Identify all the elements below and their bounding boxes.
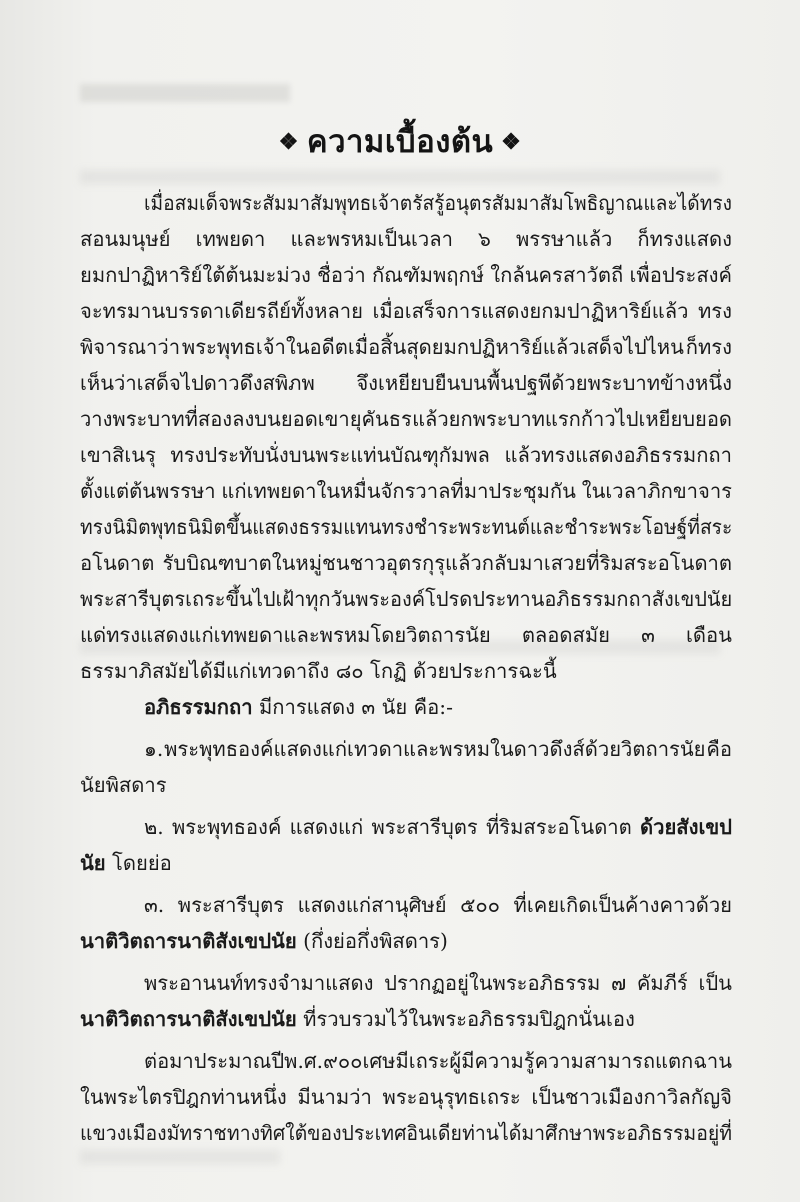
text-segment: ๕๐๐: [460, 893, 500, 917]
text-segment: ๙๐๐: [323, 1049, 363, 1073]
text-segment: ๖: [478, 227, 491, 251]
text-segment: ๒.: [144, 815, 164, 839]
text-segment: พระอานนท์ทรงจำมาแสดง: [144, 971, 374, 995]
text-segment: ชำระพระโอษฐ์ที่สระ: [564, 515, 733, 539]
text-segment: แด่ทรงแสดงแก่เทพยดาและพรหมโดยวิตถารนัย: [80, 623, 491, 647]
text-segment: แสดงธรรมแทน: [252, 515, 382, 539]
text-line: [80, 584, 732, 614]
text-segment: เป็นชาวเมืองกาวิลกัญจิ: [531, 1085, 732, 1109]
text-segment: ชื่อว่า: [317, 263, 366, 287]
text-line: [80, 848, 732, 878]
text-segment: ที่รวบรวมไว้ในพระอภิธรรมปิฎกนั่นเอง: [296, 1007, 635, 1031]
text-segment: เมื่อเสร็จการแสดงยกมปาฏิหาริย์แล้ว: [372, 299, 689, 323]
text-segment: มีการแสดง ๓ นัย คือ:-: [252, 695, 453, 719]
text-segment: สอนมนุษย์: [80, 227, 171, 251]
text-segment: นัยพิสดาร: [80, 773, 167, 797]
bold-term: นาติวิตถารนาติสังเขปนัย: [80, 1007, 297, 1031]
text-segment: ทรงนิมิตพุทธนิมิตขึ้น: [80, 515, 253, 539]
text-line: [144, 812, 732, 842]
text-segment: เทพยดา: [195, 227, 266, 251]
text-segment: พรรษาแล้ว: [515, 227, 613, 251]
text-segment: พระสารีบุตรเถระขึ้นไปเฝ้าทุกวัน: [80, 587, 356, 611]
text-line: [80, 1118, 732, 1148]
text-segment: ก็ทรงแสดง: [637, 227, 732, 251]
text-segment: แสดงแก่: [289, 815, 364, 839]
text-segment: เดือน: [686, 623, 732, 647]
text-segment: รับบิณฑบาตในหมู่ชนชาวอุตรกุรุแล้วกลับมาเสวยที่ริมสระอโนดาต: [162, 551, 732, 575]
text-line: [80, 260, 732, 290]
text-line: [80, 770, 732, 800]
text-segment: แล้วยกพระบาทแรกก้าวไปเหยียบยอด: [412, 407, 732, 431]
text-segment: คัมภีร์: [636, 971, 688, 995]
text-segment: เศษ: [362, 1049, 396, 1073]
text-line: [80, 1082, 732, 1112]
text-segment: และได้ทรง: [643, 191, 732, 215]
text-segment: แล้วทรงแสดงอภิธรรมกถา: [504, 443, 732, 467]
text-segment: เพื่อประสงค์: [629, 263, 732, 287]
page-title: [0, 116, 800, 166]
text-segment: พระองค์โปรดประทานอภิธรรมกถา: [355, 587, 652, 611]
text-segment: ในพระไตรปิฎกท่านหนึ่ง: [80, 1085, 287, 1109]
text-line: [144, 890, 732, 920]
text-segment: พิจารณาว่า: [80, 335, 181, 359]
text-segment: ที่เคยเกิดเป็นค้างคาวด้วย: [513, 893, 732, 917]
text-line: [80, 476, 732, 506]
text-segment: ๑.: [144, 737, 164, 761]
text-line: [144, 968, 732, 998]
text-segment: พระสารีบุตร: [177, 893, 285, 917]
text-segment: เมื่อสมเด็จพระสัมมาสัมพุทธเจ้าตรัสรู้อนุตรสัมมาสัมโพธิญาณ: [144, 191, 644, 215]
show-through-text: [80, 1150, 280, 1164]
text-line: [144, 1046, 732, 1076]
text-segment: แสดงแก่สานุศิษย์: [297, 893, 447, 917]
text-line: [80, 548, 732, 578]
title-ornament-right: ❖: [501, 129, 522, 155]
text-line: [80, 926, 732, 956]
text-segment: ตั้งแต่ต้นพรรษา: [80, 479, 216, 503]
text-line: [80, 1004, 732, 1034]
text-segment: มีนามว่า: [297, 1085, 372, 1109]
text-line: [144, 188, 732, 218]
text-segment: ๓: [641, 623, 655, 647]
text-segment: วางพระบาทที่สองลงบนยอดเขายุคันธร: [80, 407, 412, 431]
bold-term: นาติวิตถารนาติสังเขปนัย: [80, 929, 297, 953]
text-segment: ยมกปาฏิหาริย์ใต้ต้นมะม่วง: [80, 263, 311, 287]
text-line: [80, 656, 732, 686]
text-segment: ปรากฏอยู่ในพระอภิธรรม: [384, 971, 601, 995]
text-segment: ๗: [610, 971, 627, 995]
text-segment: พระพุทธเจ้าในอดีตเมื่อสิ้นสุดยมกปฏิหาริย์แล้วเสด็จไปไหน: [181, 335, 684, 359]
text-segment: พ.ศ.: [284, 1049, 324, 1073]
text-segment: จึงเหยียบยืนบนพื้นปฐพีด้วยพระบาทข้างหนึ่ง: [356, 371, 732, 395]
text-line: [80, 368, 732, 398]
running-header-bleed: [80, 84, 290, 102]
text-line: [80, 404, 732, 434]
text-line: [80, 440, 732, 470]
text-segment: ท่านได้มาศึกษาพระอภิธรรมอยู่ที่: [462, 1121, 732, 1145]
text-segment: โดยย่อ: [105, 851, 172, 875]
text-segment: ธรรมาภิสมัยได้มีแก่เทวดาถึง ๘๐ โกฏิ ด้วยประการฉะนี้: [80, 659, 557, 683]
text-segment: จะทรมานบรรดาเดียรถีย์ทั้งหลาย: [80, 299, 363, 323]
text-segment: แก่เทพยดาในหมื่นจักรวาลที่มาประชุมกัน: [221, 479, 576, 503]
text-line: [80, 620, 732, 650]
text-segment: พระอนุรุทธเถระ: [382, 1085, 521, 1109]
text-line: [80, 332, 732, 362]
text-line: [80, 224, 732, 254]
text-segment: มีเถระผู้มีความรู้ความสามารถแตกฉาน: [395, 1049, 732, 1073]
text-segment: กัณฑัมพฤกษ์: [371, 263, 485, 287]
text-segment: พระพุทธองค์: [171, 815, 282, 839]
bold-term: อภิธรรมกถา: [144, 695, 253, 719]
bold-term: นัย: [80, 851, 106, 875]
text-segment: ที่ริมสระอโนดาต: [485, 815, 632, 839]
text-segment: พระสารีบุตร: [371, 815, 478, 839]
text-segment: เขาสิเนรุ: [80, 443, 156, 467]
text-segment: ทางทิศใต้ของประเทศอินเดีย: [226, 1121, 462, 1145]
text-segment: ก็ทรง: [685, 335, 732, 359]
text-segment: และพรหมเป็นเวลา: [290, 227, 453, 251]
title-ornament-left: ❖: [278, 129, 299, 155]
text-segment: ทรงชำระพระทนต์และ: [381, 515, 565, 539]
show-through-text: [80, 170, 720, 184]
text-segment: เห็นว่าเสด็จไปดาวดึงสพิภพ: [80, 371, 315, 395]
title-text: ความเบื้องต้น: [306, 124, 494, 160]
text-segment: สังเขปนัย: [651, 587, 733, 611]
text-segment: ตลอดสมัย: [521, 623, 610, 647]
text-segment: ในเวลาภิกขาจาร: [581, 479, 732, 503]
text-segment: ต่อมาประมาณปี: [144, 1049, 285, 1073]
text-line: [80, 512, 732, 542]
text-line: [144, 692, 732, 722]
text-segment: ๓.: [144, 893, 165, 917]
text-segment: คือ: [706, 737, 732, 761]
text-segment: ทรงประทับนั่งบนพระแท่นบัณฑุกัมพล: [170, 443, 490, 467]
text-segment: พระพุทธองค์แสดงแก่เทวดาและพรหมในดาวดึงส์ด้วยวิตถารนัย: [164, 737, 706, 761]
text-segment: เป็น: [698, 971, 732, 995]
bold-term: ด้วยสังเขป: [640, 815, 732, 839]
text-segment: ทรง: [697, 299, 732, 323]
text-line: [144, 734, 732, 764]
text-line: [80, 296, 732, 326]
text-segment: อโนดาต: [80, 551, 155, 575]
text-segment: แขวงเมืองมัทราช: [80, 1121, 227, 1145]
text-segment: (กึ่งย่อกึ่งพิสดาร): [296, 929, 448, 953]
text-segment: ใกล้นครสาวัตถี: [490, 263, 624, 287]
